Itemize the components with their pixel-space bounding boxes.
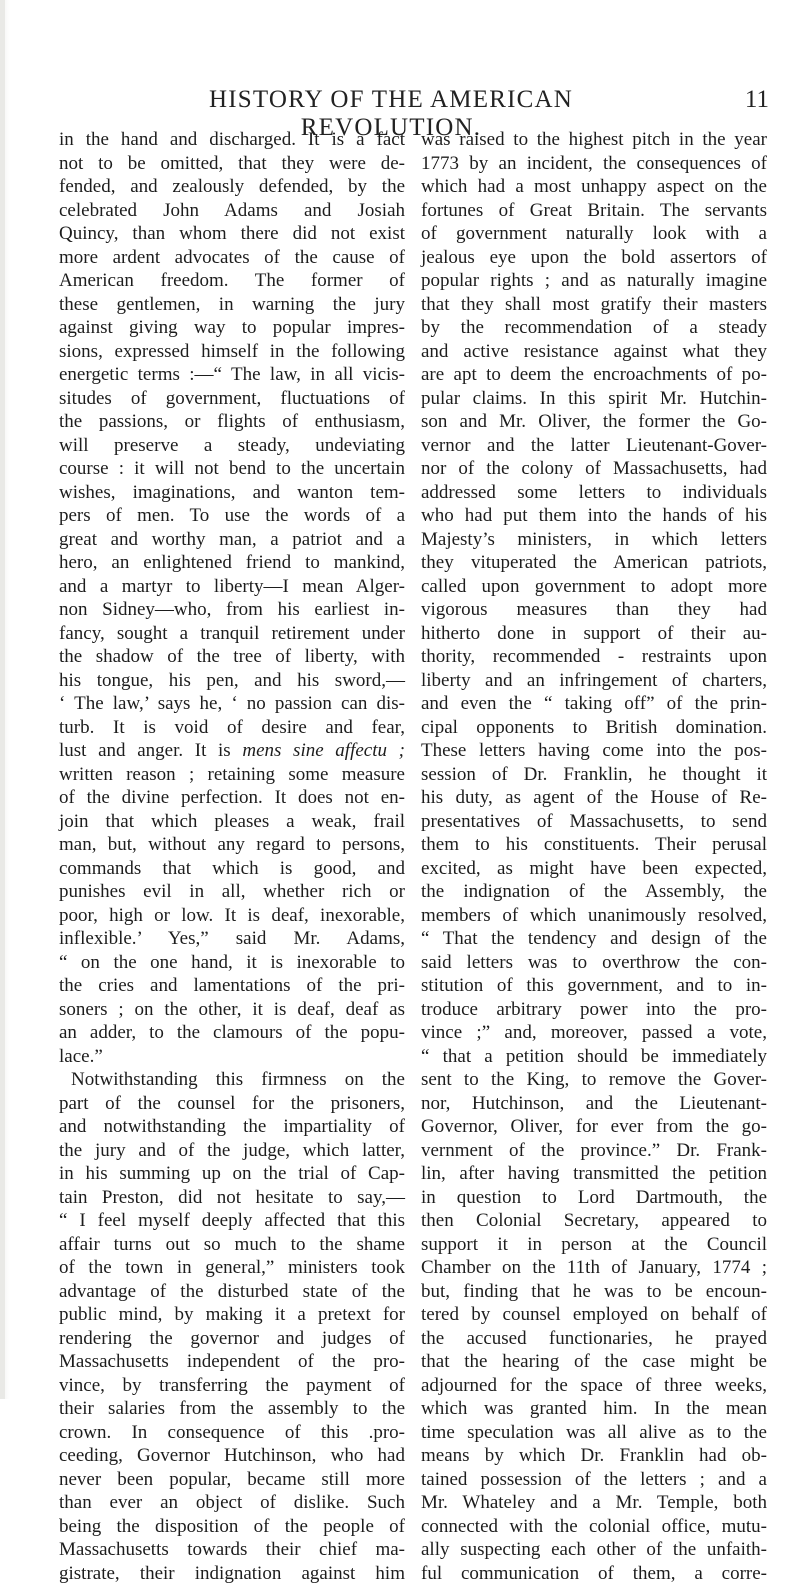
line-text: cipal opponents to British domination. xyxy=(421,717,767,738)
text-line xyxy=(421,1515,767,1539)
line-text: Quincy, than whom there did not exist xyxy=(59,223,405,244)
line-text: excited, as might have been expected, xyxy=(421,858,767,879)
line-text: “ on the one hand, it is inexorable to xyxy=(59,952,405,973)
text-line xyxy=(59,1233,405,1257)
line-text: ally suspecting each other of the unfaith- xyxy=(421,1539,767,1560)
text-line xyxy=(59,1021,405,1045)
text-line xyxy=(59,786,405,810)
line-text: stitution of this government, and to in- xyxy=(421,975,767,996)
line-text: members of which unanimously resolved, xyxy=(421,905,767,926)
text-line xyxy=(421,857,767,881)
text-line xyxy=(421,622,767,646)
text-line xyxy=(59,434,405,458)
line-text: nor of the colony of Massachusetts, had xyxy=(421,458,767,479)
line-text: lace.” xyxy=(59,1046,103,1067)
text-line xyxy=(59,763,405,787)
text-line xyxy=(59,1045,405,1069)
line-text: of government naturally look with a xyxy=(421,223,767,244)
line-text: his tongue, his pen, and his sword,— xyxy=(59,670,405,691)
line-text: of the divine perfection. It does not en- xyxy=(59,787,405,808)
line-text: celebrated John Adams and Josiah xyxy=(59,200,405,221)
line-text: addressed some letters to individuals xyxy=(421,482,767,503)
text-line xyxy=(421,974,767,998)
text-line xyxy=(421,598,767,622)
line-text: time speculation was all alive as to the xyxy=(421,1422,767,1443)
line-text: but, finding that he was to be encoun- xyxy=(421,1281,767,1302)
line-text: then Colonial Secretary, appeared to xyxy=(421,1210,767,1231)
running-header-title: HISTORY OF THE AMERICAN REVOLUTION. xyxy=(146,86,636,142)
text-line xyxy=(59,199,405,223)
line-text: that the hearing of the case might be xyxy=(421,1351,767,1372)
line-text: jealous eye upon the bold assertors of xyxy=(421,247,767,268)
line-text: energetic terms :—“ The law, in all vicis- xyxy=(59,364,405,385)
line-text: “ That the tendency and design of the xyxy=(421,928,767,949)
line-text: crown. In consequence of this .pro- xyxy=(59,1422,405,1443)
text-line xyxy=(421,1491,767,1515)
text-line xyxy=(421,1186,767,1210)
text-line xyxy=(59,481,405,505)
line-text: son and Mr. Oliver, the former the Go- xyxy=(421,411,767,432)
text-line xyxy=(59,340,405,364)
line-text: vernment of the province.” Dr. Frank- xyxy=(421,1140,767,1161)
text-line xyxy=(421,1562,767,1585)
line-text: part of the counsel for the prisoners, xyxy=(59,1093,405,1114)
text-line xyxy=(421,128,767,152)
text-line xyxy=(59,1397,405,1421)
text-line xyxy=(59,222,405,246)
text-line xyxy=(421,1045,767,1069)
text-line xyxy=(59,622,405,646)
text-line xyxy=(421,927,767,951)
line-text: Massachusetts towards their chief ma- xyxy=(59,1539,405,1560)
text-line xyxy=(421,504,767,528)
text-line xyxy=(59,810,405,834)
line-text: not to be omitted, that they were de- xyxy=(59,153,405,174)
text-line xyxy=(421,528,767,552)
text-line xyxy=(421,880,767,904)
line-text: Chamber on the 11th of January, 1774 ; xyxy=(421,1257,767,1278)
text-line xyxy=(59,998,405,1022)
text-line xyxy=(59,1303,405,1327)
line-text: that they shall most gratify their masters xyxy=(421,294,767,315)
line-text: written reason ; retaining some measure xyxy=(59,764,405,785)
text-line xyxy=(421,692,767,716)
line-text: the shadow of the tree of liberty, with xyxy=(59,646,405,667)
text-line xyxy=(59,927,405,951)
line-text: Governor, Oliver, for ever from the go- xyxy=(421,1116,767,1137)
text-line xyxy=(421,1327,767,1351)
line-text: nor, Hutchinson, and the Lieutenant- xyxy=(421,1093,767,1114)
line-text: never been popular, became still more xyxy=(59,1469,405,1490)
line-text: being the disposition of the people of xyxy=(59,1516,405,1537)
text-line xyxy=(59,598,405,622)
right-text-column xyxy=(421,128,767,1585)
text-line xyxy=(421,457,767,481)
text-line xyxy=(59,669,405,693)
line-text: in the hand and discharged. It is a fact xyxy=(59,129,405,150)
text-line xyxy=(59,504,405,528)
line-text: fancy, sought a tranquil retirement under xyxy=(59,623,405,644)
line-text: turb. It is void of desire and fear, xyxy=(59,717,405,738)
text-line xyxy=(421,434,767,458)
text-line xyxy=(59,175,405,199)
line-text: poor, high or low. It is deaf, inexorable, xyxy=(59,905,405,926)
text-line xyxy=(59,1491,405,1515)
line-text: the accused functionaries, he prayed xyxy=(421,1328,767,1349)
line-text: “ I feel myself deeply affected that this xyxy=(59,1210,405,1231)
text-line xyxy=(59,1139,405,1163)
text-line xyxy=(59,1162,405,1186)
line-text: which was granted him. In the mean xyxy=(421,1398,767,1419)
text-line xyxy=(59,1186,405,1210)
text-line xyxy=(421,199,767,223)
text-line xyxy=(59,1444,405,1468)
text-line xyxy=(59,128,405,152)
line-text: man, but, without any regard to persons, xyxy=(59,834,405,855)
text-line xyxy=(59,1562,405,1585)
text-line xyxy=(59,1115,405,1139)
text-line xyxy=(59,363,405,387)
line-text: they vituperated the American patriots, xyxy=(421,552,767,573)
text-line xyxy=(59,716,405,740)
line-text: are apt to deem the encroachments of po- xyxy=(421,364,767,385)
text-line xyxy=(59,1068,405,1092)
text-line xyxy=(59,739,405,763)
page-number: 11 xyxy=(745,86,769,114)
text-line xyxy=(421,833,767,857)
text-line xyxy=(421,340,767,364)
text-line xyxy=(421,293,767,317)
line-text: ceeding, Governor Hutchinson, who had xyxy=(59,1445,405,1466)
line-text: ‘ The law,’ says he, ‘ no passion can dis- xyxy=(59,693,405,714)
line-text: than ever an object of dislike. Such xyxy=(59,1492,405,1513)
line-text: the jury and of the judge, which latter, xyxy=(59,1140,405,1161)
text-line xyxy=(59,1538,405,1562)
line-text: liberty and an infringement of charters, xyxy=(421,670,767,691)
text-line xyxy=(59,457,405,481)
line-text: will preserve a steady, undeviating xyxy=(59,435,405,456)
line-text: affair turns out so much to the shame xyxy=(59,1234,405,1255)
line-text: ful communication of them, a corre- xyxy=(421,1563,767,1584)
text-line xyxy=(421,1350,767,1374)
text-line xyxy=(421,175,767,199)
line-text: situdes of government, fluctuations of xyxy=(59,388,405,409)
text-line xyxy=(421,1256,767,1280)
line-text: lust and anger. It is xyxy=(59,740,231,761)
text-line xyxy=(421,1233,767,1257)
text-line xyxy=(421,269,767,293)
text-line xyxy=(421,1021,767,1045)
text-line xyxy=(421,1209,767,1233)
text-line xyxy=(59,645,405,669)
line-text: presentatives of Massachusetts, to send xyxy=(421,811,767,832)
text-line xyxy=(421,1538,767,1562)
line-text: against giving way to popular impres- xyxy=(59,317,405,338)
text-line xyxy=(59,1256,405,1280)
left-text-column xyxy=(59,128,405,1585)
line-text: who had put them into the hands of his xyxy=(421,505,767,526)
text-line xyxy=(421,316,767,340)
line-text: pers of men. To use the words of a xyxy=(59,505,405,526)
line-text: non Sidney—who, from his earliest in- xyxy=(59,599,405,620)
text-line xyxy=(421,716,767,740)
text-line xyxy=(59,880,405,904)
line-text: and active resistance against what they xyxy=(421,341,767,362)
text-line xyxy=(421,1068,767,1092)
text-line xyxy=(421,669,767,693)
line-text: these gentlemen, in warning the jury xyxy=(59,294,405,315)
line-text: tained possession of the letters ; and a xyxy=(421,1469,767,1490)
line-text: fortunes of Great Britain. The servants xyxy=(421,200,767,221)
text-line xyxy=(421,481,767,505)
text-line xyxy=(421,1303,767,1327)
line-text: tain Preston, did not hesitate to say,— xyxy=(59,1187,405,1208)
line-text: in his summing up on the trial of Cap- xyxy=(59,1163,405,1184)
line-text: thority, recommended - restraints upon xyxy=(421,646,767,667)
text-line xyxy=(421,575,767,599)
text-line xyxy=(59,1327,405,1351)
line-text: more ardent advocates of the cause of xyxy=(59,247,405,268)
line-text: said letters was to overthrow the con- xyxy=(421,952,767,973)
line-text: American freedom. The former of xyxy=(59,270,405,291)
line-text: hitherto done in support of their au- xyxy=(421,623,767,644)
text-line xyxy=(421,786,767,810)
text-line xyxy=(59,410,405,434)
line-text: support it in person at the Council xyxy=(421,1234,767,1255)
text-line xyxy=(59,1350,405,1374)
line-text: lin, after having transmitted the petition xyxy=(421,1163,767,1184)
line-text: and even the “ taking off” of the prin- xyxy=(421,693,767,714)
text-line xyxy=(421,1444,767,1468)
text-line xyxy=(59,951,405,975)
text-line xyxy=(421,739,767,763)
line-text: of the town in general,” ministers took xyxy=(59,1257,405,1278)
line-text: and a martyr to liberty—I mean Alger- xyxy=(59,576,405,597)
line-text: great and worthy man, a patriot and a xyxy=(59,529,405,550)
text-line xyxy=(421,1468,767,1492)
line-text: troduce arbitrary power into the pro- xyxy=(421,999,767,1020)
line-text: public mind, by making it a pretext for xyxy=(59,1304,405,1325)
text-line xyxy=(421,222,767,246)
text-line xyxy=(421,551,767,575)
text-line xyxy=(59,974,405,998)
text-line xyxy=(59,293,405,317)
text-line xyxy=(421,763,767,787)
page-gutter-shadow xyxy=(0,0,5,1399)
text-line xyxy=(421,387,767,411)
line-text: vernor and the latter Lieutenant-Gover- xyxy=(421,435,767,456)
text-line xyxy=(421,1280,767,1304)
text-line xyxy=(59,1421,405,1445)
line-text: rendering the governor and judges of xyxy=(59,1328,405,1349)
line-text: the cries and lamentations of the pri- xyxy=(59,975,405,996)
text-line xyxy=(59,575,405,599)
line-text: soners ; on the other, it is deaf, deaf as xyxy=(59,999,405,1020)
text-line xyxy=(59,1374,405,1398)
line-text: commands that which is good, and xyxy=(59,858,405,879)
text-line xyxy=(421,810,767,834)
line-text: adjourned for the space of three weeks, xyxy=(421,1375,767,1396)
line-text: popular rights ; and as naturally imagine xyxy=(421,270,767,291)
line-text: course : it will not bend to the uncertain xyxy=(59,458,405,479)
text-line xyxy=(59,1280,405,1304)
line-text: an adder, to the clamours of the popu- xyxy=(59,1022,405,1043)
text-line xyxy=(421,1162,767,1186)
line-text: wishes, imaginations, and wanton tem- xyxy=(59,482,405,503)
text-line xyxy=(421,904,767,928)
text-line xyxy=(59,551,405,575)
line-text: join that which pleases a weak, frail xyxy=(59,811,405,832)
line-text: gistrate, their indignation against him xyxy=(59,1563,405,1584)
text-line xyxy=(421,1115,767,1139)
line-text: vigorous measures than they had xyxy=(421,599,767,620)
text-line xyxy=(59,1468,405,1492)
text-line xyxy=(59,904,405,928)
text-line xyxy=(59,387,405,411)
line-text: session of Dr. Franklin, he thought it xyxy=(421,764,767,785)
line-text: vince, by transferring the payment of xyxy=(59,1375,405,1396)
line-text: and notwithstanding the impartiality of xyxy=(59,1116,405,1137)
line-text: the passions, or flights of enthusiasm, xyxy=(59,411,405,432)
text-line xyxy=(59,528,405,552)
line-text: Massachusetts independent of the pro- xyxy=(59,1351,405,1372)
text-line xyxy=(59,1515,405,1539)
text-line xyxy=(421,1139,767,1163)
line-text: Notwithstanding this firmness on the xyxy=(71,1069,405,1090)
text-line xyxy=(59,1092,405,1116)
text-line xyxy=(59,857,405,881)
line-text: vince ;” and, moreover, passed a vote, xyxy=(421,1022,767,1043)
line-text: means by which Dr. Franklin had ob- xyxy=(421,1445,767,1466)
text-line xyxy=(59,316,405,340)
text-line xyxy=(421,998,767,1022)
line-text: in question to Lord Dartmouth, the xyxy=(421,1187,767,1208)
text-line xyxy=(421,1092,767,1116)
line-text: inflexible.’ Yes,” said Mr. Adams, xyxy=(59,928,405,949)
line-text: Majesty’s ministers, in which letters xyxy=(421,529,767,550)
line-text: Mr. Whateley and a Mr. Temple, both xyxy=(421,1492,767,1513)
line-text: which had a most unhappy aspect on the xyxy=(421,176,767,197)
line-text: tered by counsel employed on behalf of xyxy=(421,1304,767,1325)
text-line xyxy=(59,1209,405,1233)
text-line xyxy=(421,246,767,270)
text-line xyxy=(421,951,767,975)
line-text: sions, expressed himself in the following xyxy=(59,341,405,362)
line-text: their salaries from the assembly to the xyxy=(59,1398,405,1419)
line-text: 1773 by an incident, the consequences of xyxy=(421,153,767,174)
text-line xyxy=(59,692,405,716)
line-text: punishes evil in all, whether rich or xyxy=(59,881,405,902)
text-line xyxy=(59,833,405,857)
line-text: These letters having come into the pos- xyxy=(421,740,767,761)
line-text: advantage of the disturbed state of the xyxy=(59,1281,405,1302)
line-text: them to his constituents. Their perusal xyxy=(421,834,767,855)
text-line xyxy=(421,1374,767,1398)
line-text: the indignation of the Assembly, the xyxy=(421,881,767,902)
text-line xyxy=(421,1421,767,1445)
text-line xyxy=(421,152,767,176)
line-text: hero, an enlightened friend to mankind, xyxy=(59,552,405,573)
line-text: sent to the King, to remove the Gover- xyxy=(421,1069,767,1090)
line-text: connected with the colonial office, mutu- xyxy=(421,1516,767,1537)
text-line xyxy=(59,269,405,293)
text-line xyxy=(421,410,767,434)
text-line xyxy=(421,363,767,387)
text-line xyxy=(421,1397,767,1421)
line-text: his duty, as agent of the House of Re- xyxy=(421,787,767,808)
text-line xyxy=(421,645,767,669)
italic-latin-phrase: mens sine affectu ; xyxy=(242,740,405,761)
line-text: fended, and zealously defended, by the xyxy=(59,176,405,197)
line-text: was raised to the highest pitch in the year xyxy=(421,129,767,150)
line-text: by the recommendation of a steady xyxy=(421,317,767,338)
line-text: “ that a petition should be immediately xyxy=(421,1046,767,1067)
line-text: called upon government to adopt more xyxy=(421,576,767,597)
text-line xyxy=(59,152,405,176)
text-line xyxy=(59,246,405,270)
line-text: pular claims. In this spirit Mr. Hutchin- xyxy=(421,388,767,409)
